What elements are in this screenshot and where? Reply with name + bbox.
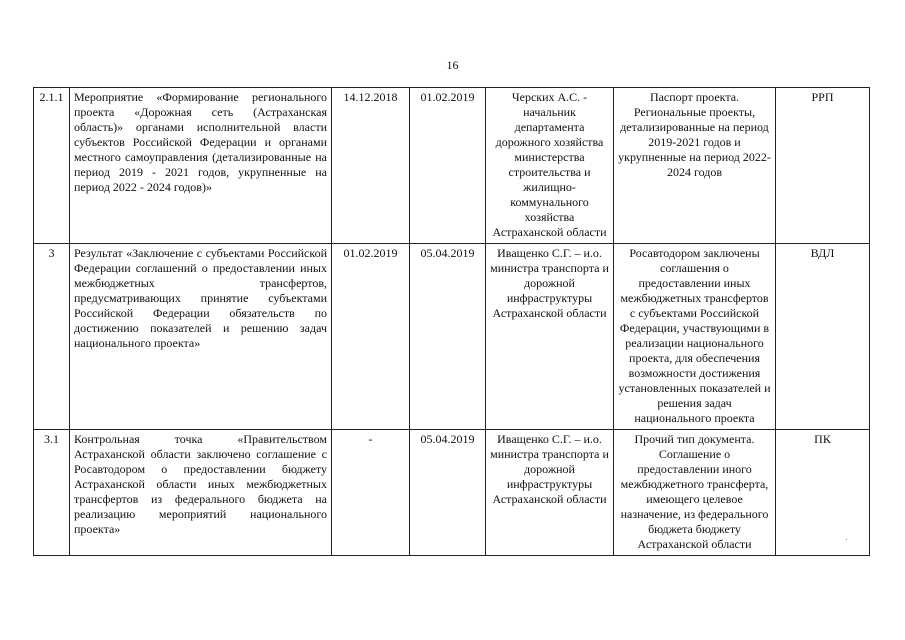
control-points-table bbox=[33, 87, 870, 556]
row-end-date: 01.02.2019 bbox=[410, 88, 486, 244]
row-description: Мероприятие «Формирование регионального проекта «Дорожная сеть (Астраханская область)» органами исполнительной власти субъектов Российской Федерации и органами местного самоуправления (детализированные на период 2019 - 2021 годов, укрупненные на период 2022 - 2024 годов)» bbox=[70, 88, 332, 244]
page-number: 16 bbox=[446, 58, 459, 72]
row-end-date: 05.04.2019 bbox=[410, 430, 486, 556]
row-responsible: Иващенко С.Г. – и.о. министра транспорта и дорожной инфраструктуры Астраханской области bbox=[486, 430, 614, 556]
row-start-date: 01.02.2019 bbox=[332, 244, 410, 430]
row-number: 2.1.1 bbox=[34, 88, 70, 244]
row-description: Контрольная точка «Правительством Астраханской области заключено соглашение с Росавтодором о предоставлении бюджету Астраханской области иных межбюджетных трансфертов из федерального бюджета на реализацию мероприятий национального проекта» bbox=[70, 430, 332, 556]
table-row bbox=[34, 430, 870, 556]
row-number: 3 bbox=[34, 244, 70, 430]
row-end-date: 05.04.2019 bbox=[410, 244, 486, 430]
table-row bbox=[34, 88, 870, 244]
row-document: Паспорт проекта. Региональные проекты, детализированные на период 2019-2021 годов и укрупненные на период 2022-2024 годов bbox=[614, 88, 776, 244]
row-level: РРП bbox=[776, 88, 870, 244]
row-document: Росавтодором заключены соглашения о предоставлении иных межбюджетных трансфертов с субъектами Российской Федерации, участвующими в реализации национального проекта, для обеспечения возможности достижения установленных показателей и решения задач национального проекта bbox=[614, 244, 776, 430]
row-level: ПК bbox=[776, 430, 870, 556]
row-start-date: 14.12.2018 bbox=[332, 88, 410, 244]
row-responsible: Иващенко С.Г. – и.о. министра транспорта и дорожной инфраструктуры Астраханской области bbox=[486, 244, 614, 430]
row-level: ВДЛ bbox=[776, 244, 870, 430]
row-description: Результат «Заключение с субъектами Российской Федерации соглашений о предоставлении иных межбюджетных трансфертов, предусматривающих принятие субъектами Российской Федерации обязательств по достижению показателей и решению задач национального проекта» bbox=[70, 244, 332, 430]
row-document: Прочий тип документа. Соглашение о предоставлении иного межбюджетного трансферта, имеющего целевое назначение, из федерального бюджета бюджету Астраханской области bbox=[614, 430, 776, 556]
row-start-date: - bbox=[332, 430, 410, 556]
scan-speck bbox=[846, 539, 847, 540]
row-responsible: Черских А.С. - начальник департамента дорожного хозяйства министерства строительства и жилищно-коммунального хозяйства Астраханской области bbox=[486, 88, 614, 244]
table-row bbox=[34, 244, 870, 430]
row-number: 3.1 bbox=[34, 430, 70, 556]
